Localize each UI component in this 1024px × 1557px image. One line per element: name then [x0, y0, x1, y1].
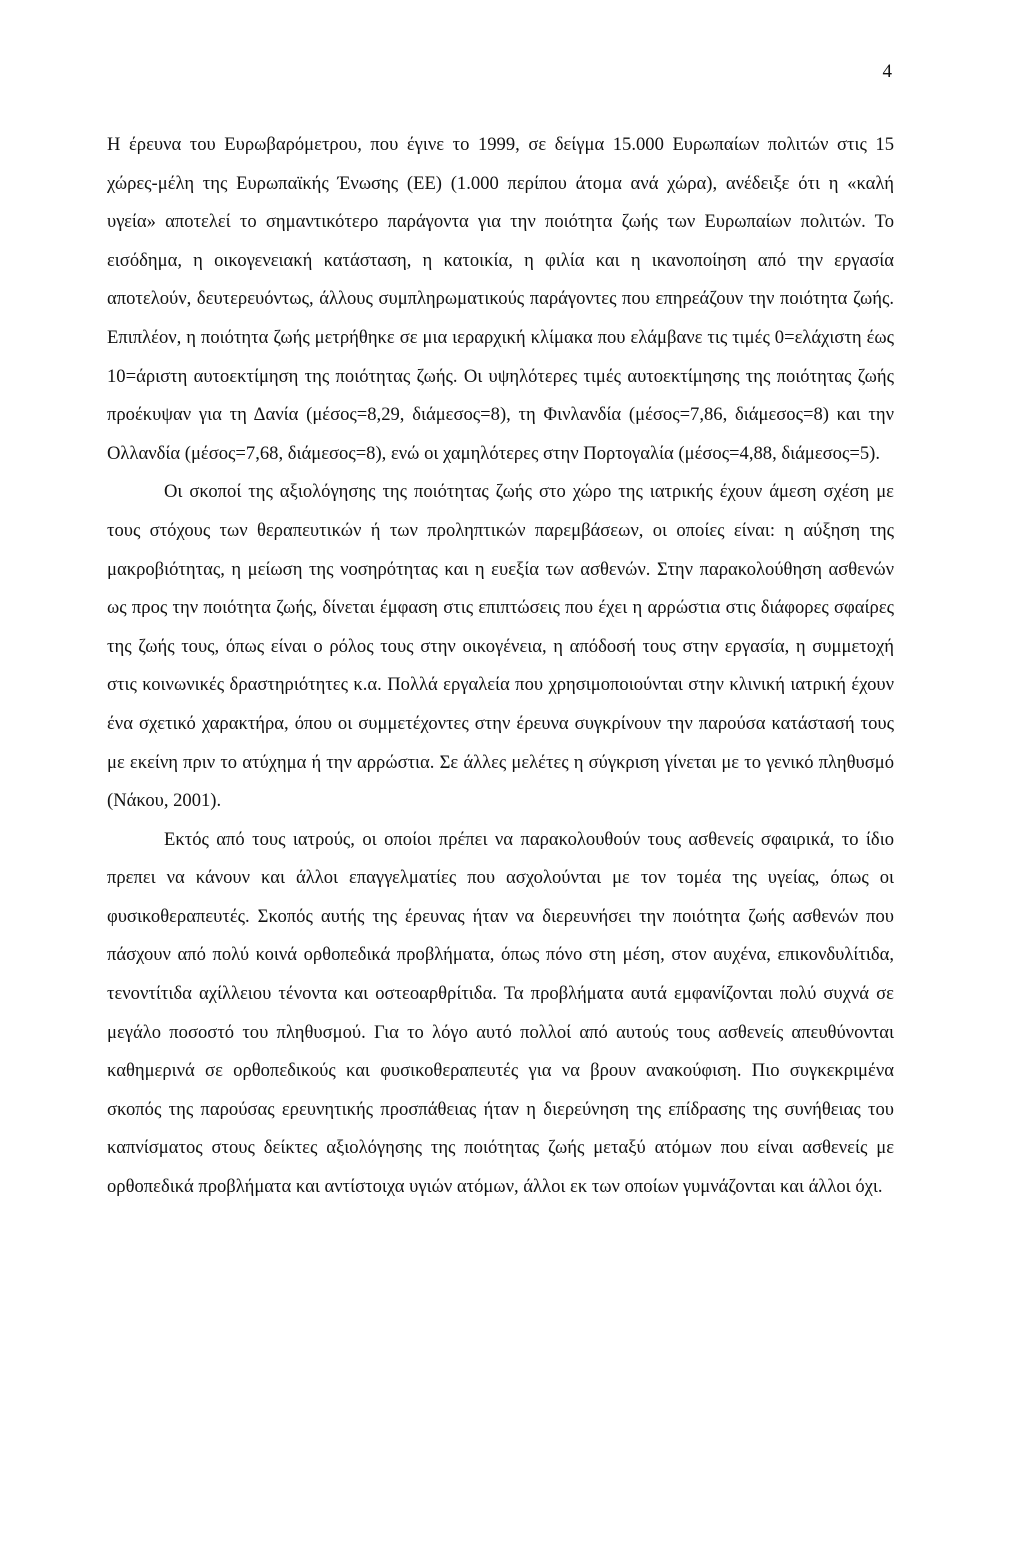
paragraph-assessment-goals: Οι σκοποί της αξιολόγησης της ποιότητας ζωής στο χώρο της ιατρικής έχουν άμεση σχέση με τους στόχους των θεραπευτικών ή των προληπτικών παρεμβάσεων, οι οποίες είναι: η αύξηση της μακροβιότητας, η μείωση της νοσηρότητας και η ευεξία των ασθενών. Στην παρακολούθηση ασθενών ως προς την ποιότητα ζωής, δίνεται έμφαση στις επιπτώσεις που έχει η αρρώστια στις διάφορες σφαίρες της ζωής τους, όπως είναι ο ρόλος τους στην οικογένεια, η απόδοσή τους στην εργασία, η συμμετοχή στις κοινωνικές δραστηριότητες κ.α. Πολλά εργαλεία που χρησιμοποιούνται στην κλινική ιατρική έχουν ένα σχετικό χαρακτήρα, όπου οι συμμετέχοντες στην έρευνα συγκρίνουν την παρούσα κατάστασή τους με εκείνη πριν το ατύχημα ή την αρρώστια. Σε άλλες μελέτες η σύγκριση γίνεται με το γενικό πληθυσμό (Νάκου, 2001).	[107, 481, 894, 812]
document-body	[107, 126, 894, 1207]
page-number: 4	[882, 61, 892, 82]
paragraph-eurobarometer: Η έρευνα του Ευρωβαρόμετρου, που έγινε το 1999, σε δείγμα 15.000 Ευρωπαίων πολιτών στις 15 χώρες-μέλη της Ευρωπαϊκής Ένωσης (ΕΕ) (1.000 περίπου άτομα ανά χώρα), ανέδειξε ότι η «καλή υγεία» αποτελεί το σημαντικότερο παράγοντα για την ποιότητα ζωής των Ευρωπαίων πολιτών. Το εισόδημα, η οικογενειακή κατάσταση, η κατοικία, η φιλία και η ικανοποίηση από την εργασία αποτελούν, δευτερευόντως, άλλους συμπληρωματικούς παράγοντες που επηρεάζουν την ποιότητα ζωής. Επιπλέον, η ποιότητα ζωής μετρήθηκε σε μια ιεραρχική κλίμακα που ελάμβανε τις τιμές 0=ελάχιστη έως 10=άριστη αυτοεκτίμηση της ποιότητας ζωής. Οι υψηλότερες τιμές αυτοεκτίμησης της ποιότητας ζωής προέκυψαν για τη Δανία (μέσος=8,29, διάμεσος=8), τη Φινλανδία (μέσος=7,86, διάμεσος=8) και την Ολλανδία (μέσος=7,68, διάμεσος=8), ενώ οι χαμηλότερες στην Πορτογαλία (μέσος=4,88, διάμεσος=5).	[107, 134, 894, 464]
paragraph-study-aim: Εκτός από τους ιατρούς, οι οποίοι πρέπει να παρακολουθούν τους ασθενείς σφαιρικά, το ίδιο πρεπει να κάνουν και άλλοι επαγγελματίες που ασχολούνται με τον τομέα της υγείας, όπως οι φυσικοθεραπευτές. Σκοπός αυτής της έρευνας ήταν να διερευνήσει την ποιότητα ζωής ασθενών που πάσχουν από πολύ κοινά ορθοπεδικά προβλήματα, όπως πόνο στη μέση, στον αυχένα, επικονδυλίτιδα, τενοντίτιδα αχίλλειου τένοντα και οστεοαρθρίτιδα. Τα προβλήματα αυτά εμφανίζονται πολύ συχνά σε μεγάλο ποσοστό του πληθυσμού. Για το λόγο αυτό πολλοί από αυτούς τους ασθενείς απευθύνονται καθημερινά σε ορθοπεδικούς και φυσικοθεραπευτές για να βρουν ανακούφιση. Πιο συγκεκριμένα σκοπός της παρούσας ερευνητικής προσπάθειας ήταν η διερεύνηση της επίδρασης της συνήθειας του καπνίσματος στους δείκτες αξιολόγησης της ποιότητας ζωής μεταξύ ατόμων που είναι ασθενείς με ορθοπεδικά προβλήματα και αντίστοιχα υγιών ατόμων, άλλοι εκ των οποίων γυμνάζονται και άλλοι όχι.	[107, 828, 894, 1198]
